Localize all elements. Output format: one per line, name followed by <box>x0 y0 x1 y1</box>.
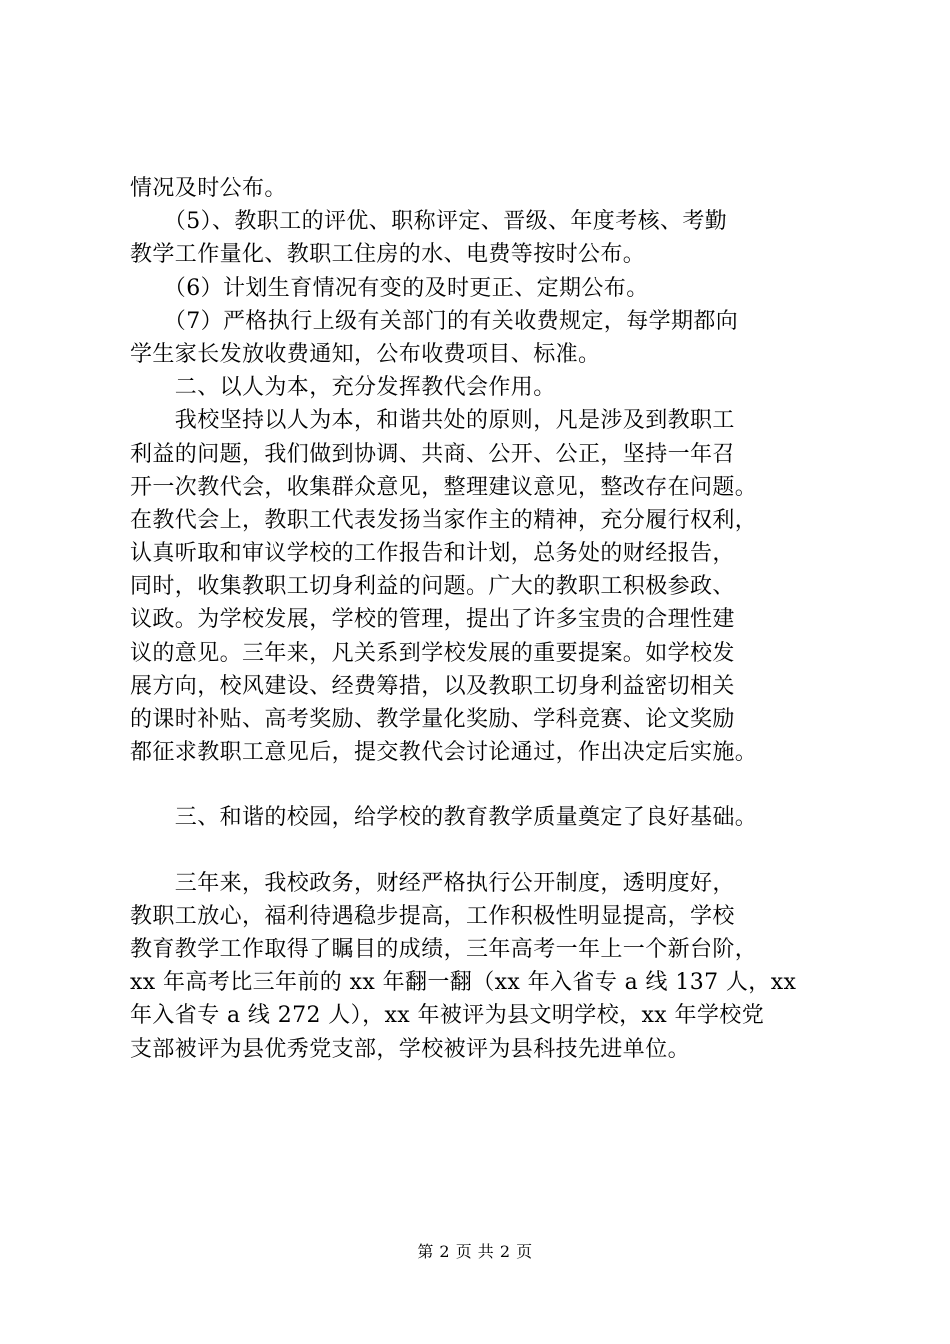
text-line: 议的意见。三年来，凡关系到学校发展的重要提案。如学校发 <box>130 640 735 666</box>
page-number-footer: 第 2 页 共 2 页 <box>417 1242 533 1261</box>
text-line: 开一次教代会，收集群众意见，整理建议意见，整改存在问题。 <box>130 474 758 500</box>
text-line: 在教代会上，教职工代表发扬当家作主的精神，充分履行权利， <box>130 507 758 533</box>
paragraph-gap <box>130 835 850 867</box>
text-line: 情况及时公布。 <box>130 176 287 201</box>
text-line: 认真听取和审议学校的工作报告和计划，总务处的财经报告， <box>130 541 735 567</box>
text-line: 的课时补贴、高考奖励、教学量化奖励、学科竞赛、论文奖励 <box>130 707 735 732</box>
text-line: 教职工放心，福利待遇稳步提高，工作积极性明显提高，学校 <box>130 903 735 929</box>
text-line: xx 年高考比三年前的 xx 年翻一翻（xx 年入省专 a 线 137 人，xx <box>130 970 797 996</box>
text-line: （7）严格执行上级有关部门的有关收费规定，每学期都向 <box>130 308 739 334</box>
text-line: 我校坚持以人为本，和谐共处的原则，凡是涉及到教职工 <box>130 408 735 434</box>
text-line: 教学工作量化、教职工住房的水、电费等按时公布。 <box>130 242 646 268</box>
text-line: 年入省专 a 线 272 人），xx 年被评为县文明学校，xx 年学校党 <box>130 1003 765 1029</box>
section-heading-2: 二、以人为本，充分发挥教代会作用。 <box>130 375 556 401</box>
text-line: （6）计划生育情况有变的及时更正、定期公布。 <box>130 275 649 301</box>
document-body <box>130 172 850 1066</box>
text-line: 教育教学工作取得了瞩目的成绩，三年高考一年上一个新台阶， <box>130 936 758 962</box>
text-line: 利益的问题，我们做到协调、共商、公开、公正，坚持一年召 <box>130 441 735 467</box>
text-line: 同时，收集教职工切身利益的问题。广大的教职工积极参政、 <box>130 574 735 600</box>
text-line: 支部被评为县优秀党支部，学校被评为县科技先进单位。 <box>130 1036 691 1062</box>
section-heading-3: 三、和谐的校园，给学校的教育教学质量奠定了良好基础。 <box>130 805 758 831</box>
text-line: 三年来，我校政务，财经严格执行公开制度，透明度好， <box>130 870 735 896</box>
text-line: 学生家长发放收费通知，公布收费项目、标准。 <box>130 341 601 367</box>
text-line: （5）、教职工的评优、职称评定、晋级、年度考核、考勤 <box>130 209 728 235</box>
paragraph-gap <box>130 769 850 801</box>
text-line: 展方向，校风建设、经费筹措，以及教职工切身利益密切相关 <box>130 673 735 699</box>
text-line: 议政。为学校发展，学校的管理，提出了许多宝贵的合理性建 <box>130 607 735 633</box>
text-line: 都征求教职工意见后，提交教代会讨论通过，作出决定后实施。 <box>130 740 758 766</box>
